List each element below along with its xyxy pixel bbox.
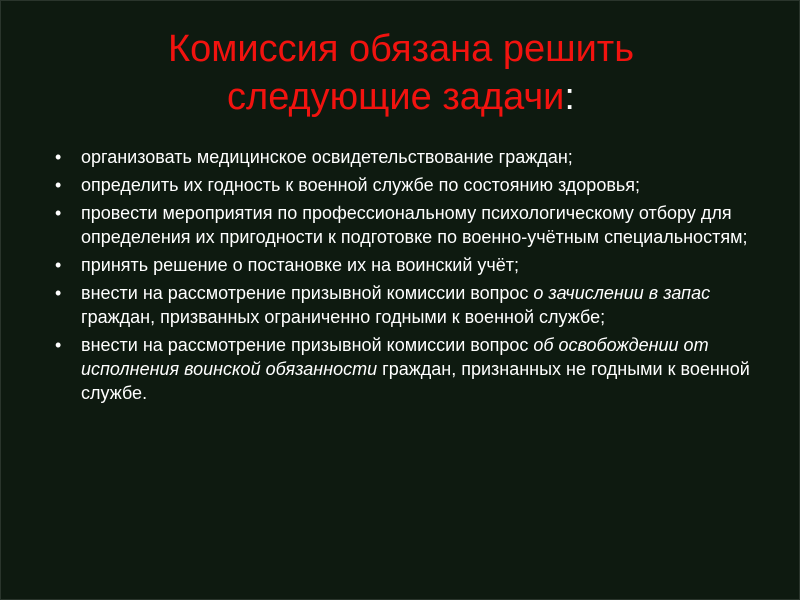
- bullet-dot-icon: •: [55, 283, 62, 303]
- bullet-text: граждан, признанных не годными к военной службе.: [81, 359, 750, 403]
- bullet-text: принять решение о постановке их на воинский учёт;: [81, 255, 520, 275]
- bullet-dot-icon: •: [55, 203, 62, 223]
- bullet-text: определить их годность к военной службе по состоянию здоровья;: [81, 175, 641, 195]
- title-line-2: [41, 73, 761, 121]
- bullet-item: [53, 173, 769, 197]
- slide-title: [41, 25, 761, 121]
- bullet-text: внести на рассмотрение призывной комиссии вопрос: [81, 335, 534, 355]
- title-line-1: Комиссия обязана решить: [167, 28, 635, 70]
- title-colon: :: [564, 76, 575, 118]
- bullet-item: [53, 201, 769, 249]
- bullet-item: [53, 145, 769, 169]
- bullet-text: провести мероприятия по профессиональному психологическому отбору для определения их пригодности к подготовке по военно-учётным специальностям;: [81, 203, 748, 247]
- bullet-text: граждан, призванных ограниченно годными к военной службе;: [81, 307, 606, 327]
- bullet-dot-icon: •: [55, 175, 62, 195]
- bullet-text: внести на рассмотрение призывной комиссии вопрос: [81, 283, 534, 303]
- bullet-emphasis-text: об освобождении от исполнения воинской обязанности: [81, 335, 709, 379]
- bullet-dot-icon: •: [55, 335, 62, 355]
- bullet-emphasis-text: о зачислении в запас: [533, 283, 711, 303]
- bullet-item: [53, 253, 769, 277]
- bullet-item: [53, 281, 769, 329]
- bullet-dot-icon: •: [55, 255, 62, 275]
- bullet-item: [53, 333, 769, 405]
- bullet-list: [53, 145, 769, 409]
- title-line-2-text: следующие задачи: [227, 76, 565, 118]
- bullet-dot-icon: •: [55, 147, 62, 167]
- bullet-text: организовать медицинское освидетельствование граждан;: [81, 147, 573, 167]
